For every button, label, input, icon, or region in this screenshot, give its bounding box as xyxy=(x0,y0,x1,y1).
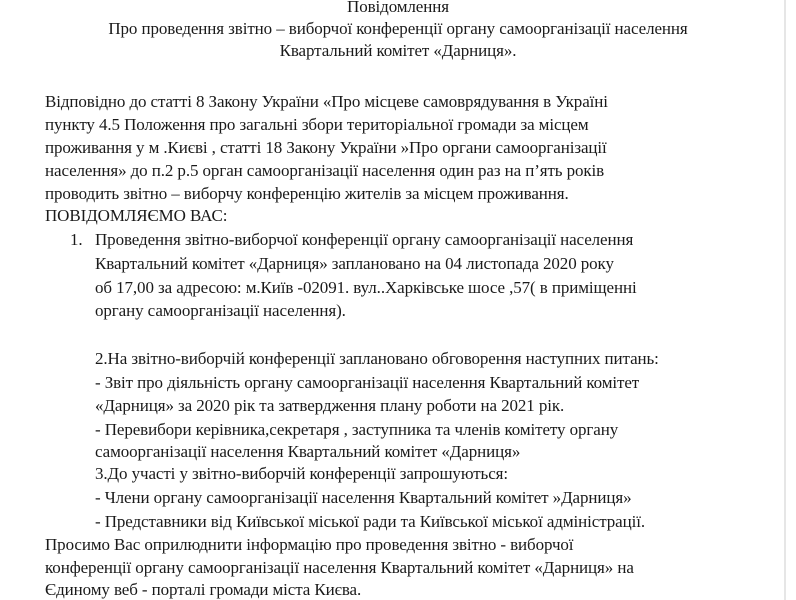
closing-line: Просимо Вас оприлюднити інформацію про проведення звітно - виборчої xyxy=(45,535,574,554)
list-item-line: Проведення звітно-виборчої конференції органу самоорганізації населення xyxy=(95,230,634,249)
notice-heading: ПОВІДОМЛЯЄМО ВАС: xyxy=(45,206,228,225)
document-subtitle: Про проведення звітно – виборчої конференції органу самоорганізації населення xyxy=(108,19,688,38)
list-item-line: - Члени органу самоорганізації населення Квартальний комітет »Дарниця» xyxy=(95,488,632,507)
intro-line: проводить звітно – виборчу конференцію жителів за місцем проживання. xyxy=(45,184,569,203)
list-item-number: 1. xyxy=(70,230,83,249)
intro-line: пункту 4.5 Положення про загальні збори територіальної громади за місцем xyxy=(45,115,589,134)
list-item-line: - Представники від Київської міської ради та Київської міської адміністрації. xyxy=(95,512,645,531)
list-item-line: - Звіт про діяльність органу самоорганізації населення Квартальний комітет xyxy=(95,373,640,392)
list-item-line: «Дарниця» за 2020 рік та затвердження плану роботи на 2021 рік. xyxy=(95,396,565,415)
list-item-line: самоорганізації населення Квартальний комітет «Дарниця» xyxy=(95,442,521,461)
scan-edge-shadow xyxy=(784,0,786,600)
document-title: Повідомлення xyxy=(347,0,449,16)
intro-line: Відповідно до статті 8 Закону України «Про місцеве самоврядування в Україні xyxy=(45,92,608,111)
list-item-line: - Перевибори керівника,секретаря , заступника та членів комітету органу xyxy=(95,420,619,439)
list-item-line: об 17,00 за адресою: м.Київ -02091. вул..Харківське шосе ,57( в приміщенні xyxy=(95,278,637,297)
intro-line: населення» до п.2 р.5 орган самоорганізації населення один раз на п’ять років xyxy=(45,161,605,180)
closing-line: конференції органу самоорганізації населення Квартальний комітет «Дарниця» на xyxy=(45,558,634,577)
list-item-line: органу самоорганізації населення). xyxy=(95,301,346,320)
intro-line: проживання у м .Києві , статті 18 Закону України »Про органи самоорганізації xyxy=(45,138,607,157)
list-item-line: Квартальний комітет «Дарниця» заплановано на 04 листопада 2020 року xyxy=(95,254,614,273)
closing-line: Єдиному веб - порталі громади міста Києва. xyxy=(45,580,362,599)
document-subtitle: Квартальний комітет «Дарниця». xyxy=(279,41,517,60)
list-item-line: 3.До участі у звітно-виборчій конференції запрошуються: xyxy=(95,464,508,483)
list-item-line: 2.На звітно-виборчій конференції заплановано обговорення наступних питань: xyxy=(95,349,659,368)
